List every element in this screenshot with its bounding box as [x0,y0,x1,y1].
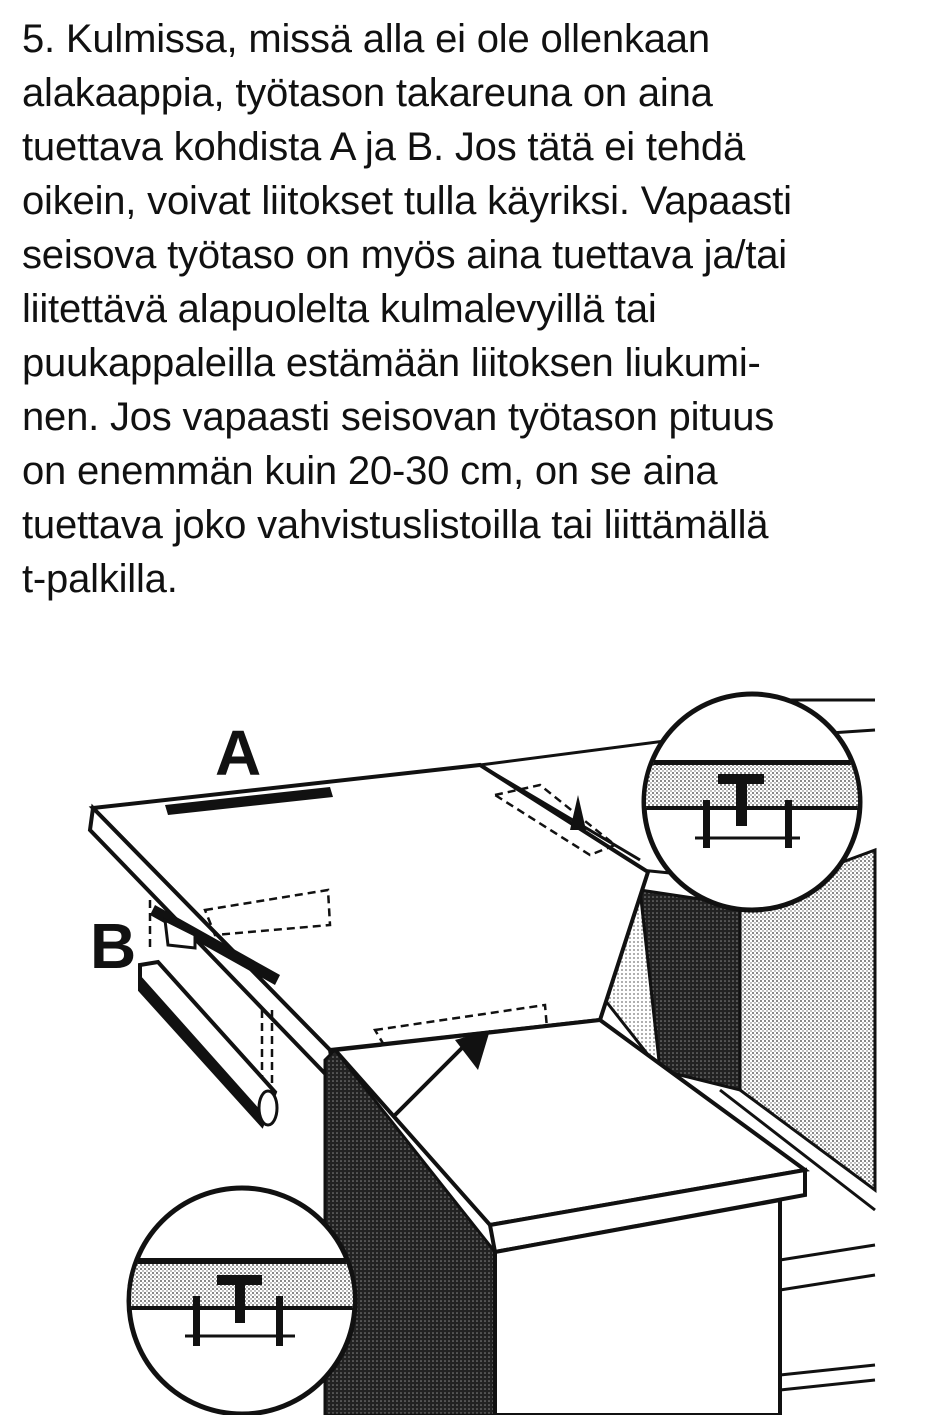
instruction-line-10: tuettava joko vahvistuslistoilla tai liittämällä [22,503,769,547]
label-b: B [90,910,137,982]
label-a: A [215,717,262,789]
illustration-svg [0,660,929,1415]
instruction-text [22,12,917,606]
instruction-line-8: nen. Jos vapaasti seisovan työtason pituus [22,395,775,439]
instruction-line-3: tuettava kohdista A ja B. Jos tätä ei tehdä [22,125,746,169]
instruction-line-11: t-palkilla. [22,557,178,601]
instruction-line-9: on enemmän kuin 20-30 cm, on se aina [22,449,718,493]
instruction-line-5: seisova työtaso on myös aina tuettava ja/tai [22,233,787,277]
instruction-line-4: oikein, voivat liitokset tulla käyriksi. Vapaasti [22,179,792,223]
instruction-line-6: liitettävä alapuolelta kulmalevyillä tai [22,287,657,331]
instruction-line-1: 5. Kulmissa, missä alla ei ole ollenkaan [22,17,710,61]
instruction-line-2: alakaappia, työtason takareuna on aina [22,71,713,115]
worktop-support-illustration [0,660,929,1415]
instruction-line-7: puukappaleilla estämään liitoksen liukumi- [22,341,761,385]
